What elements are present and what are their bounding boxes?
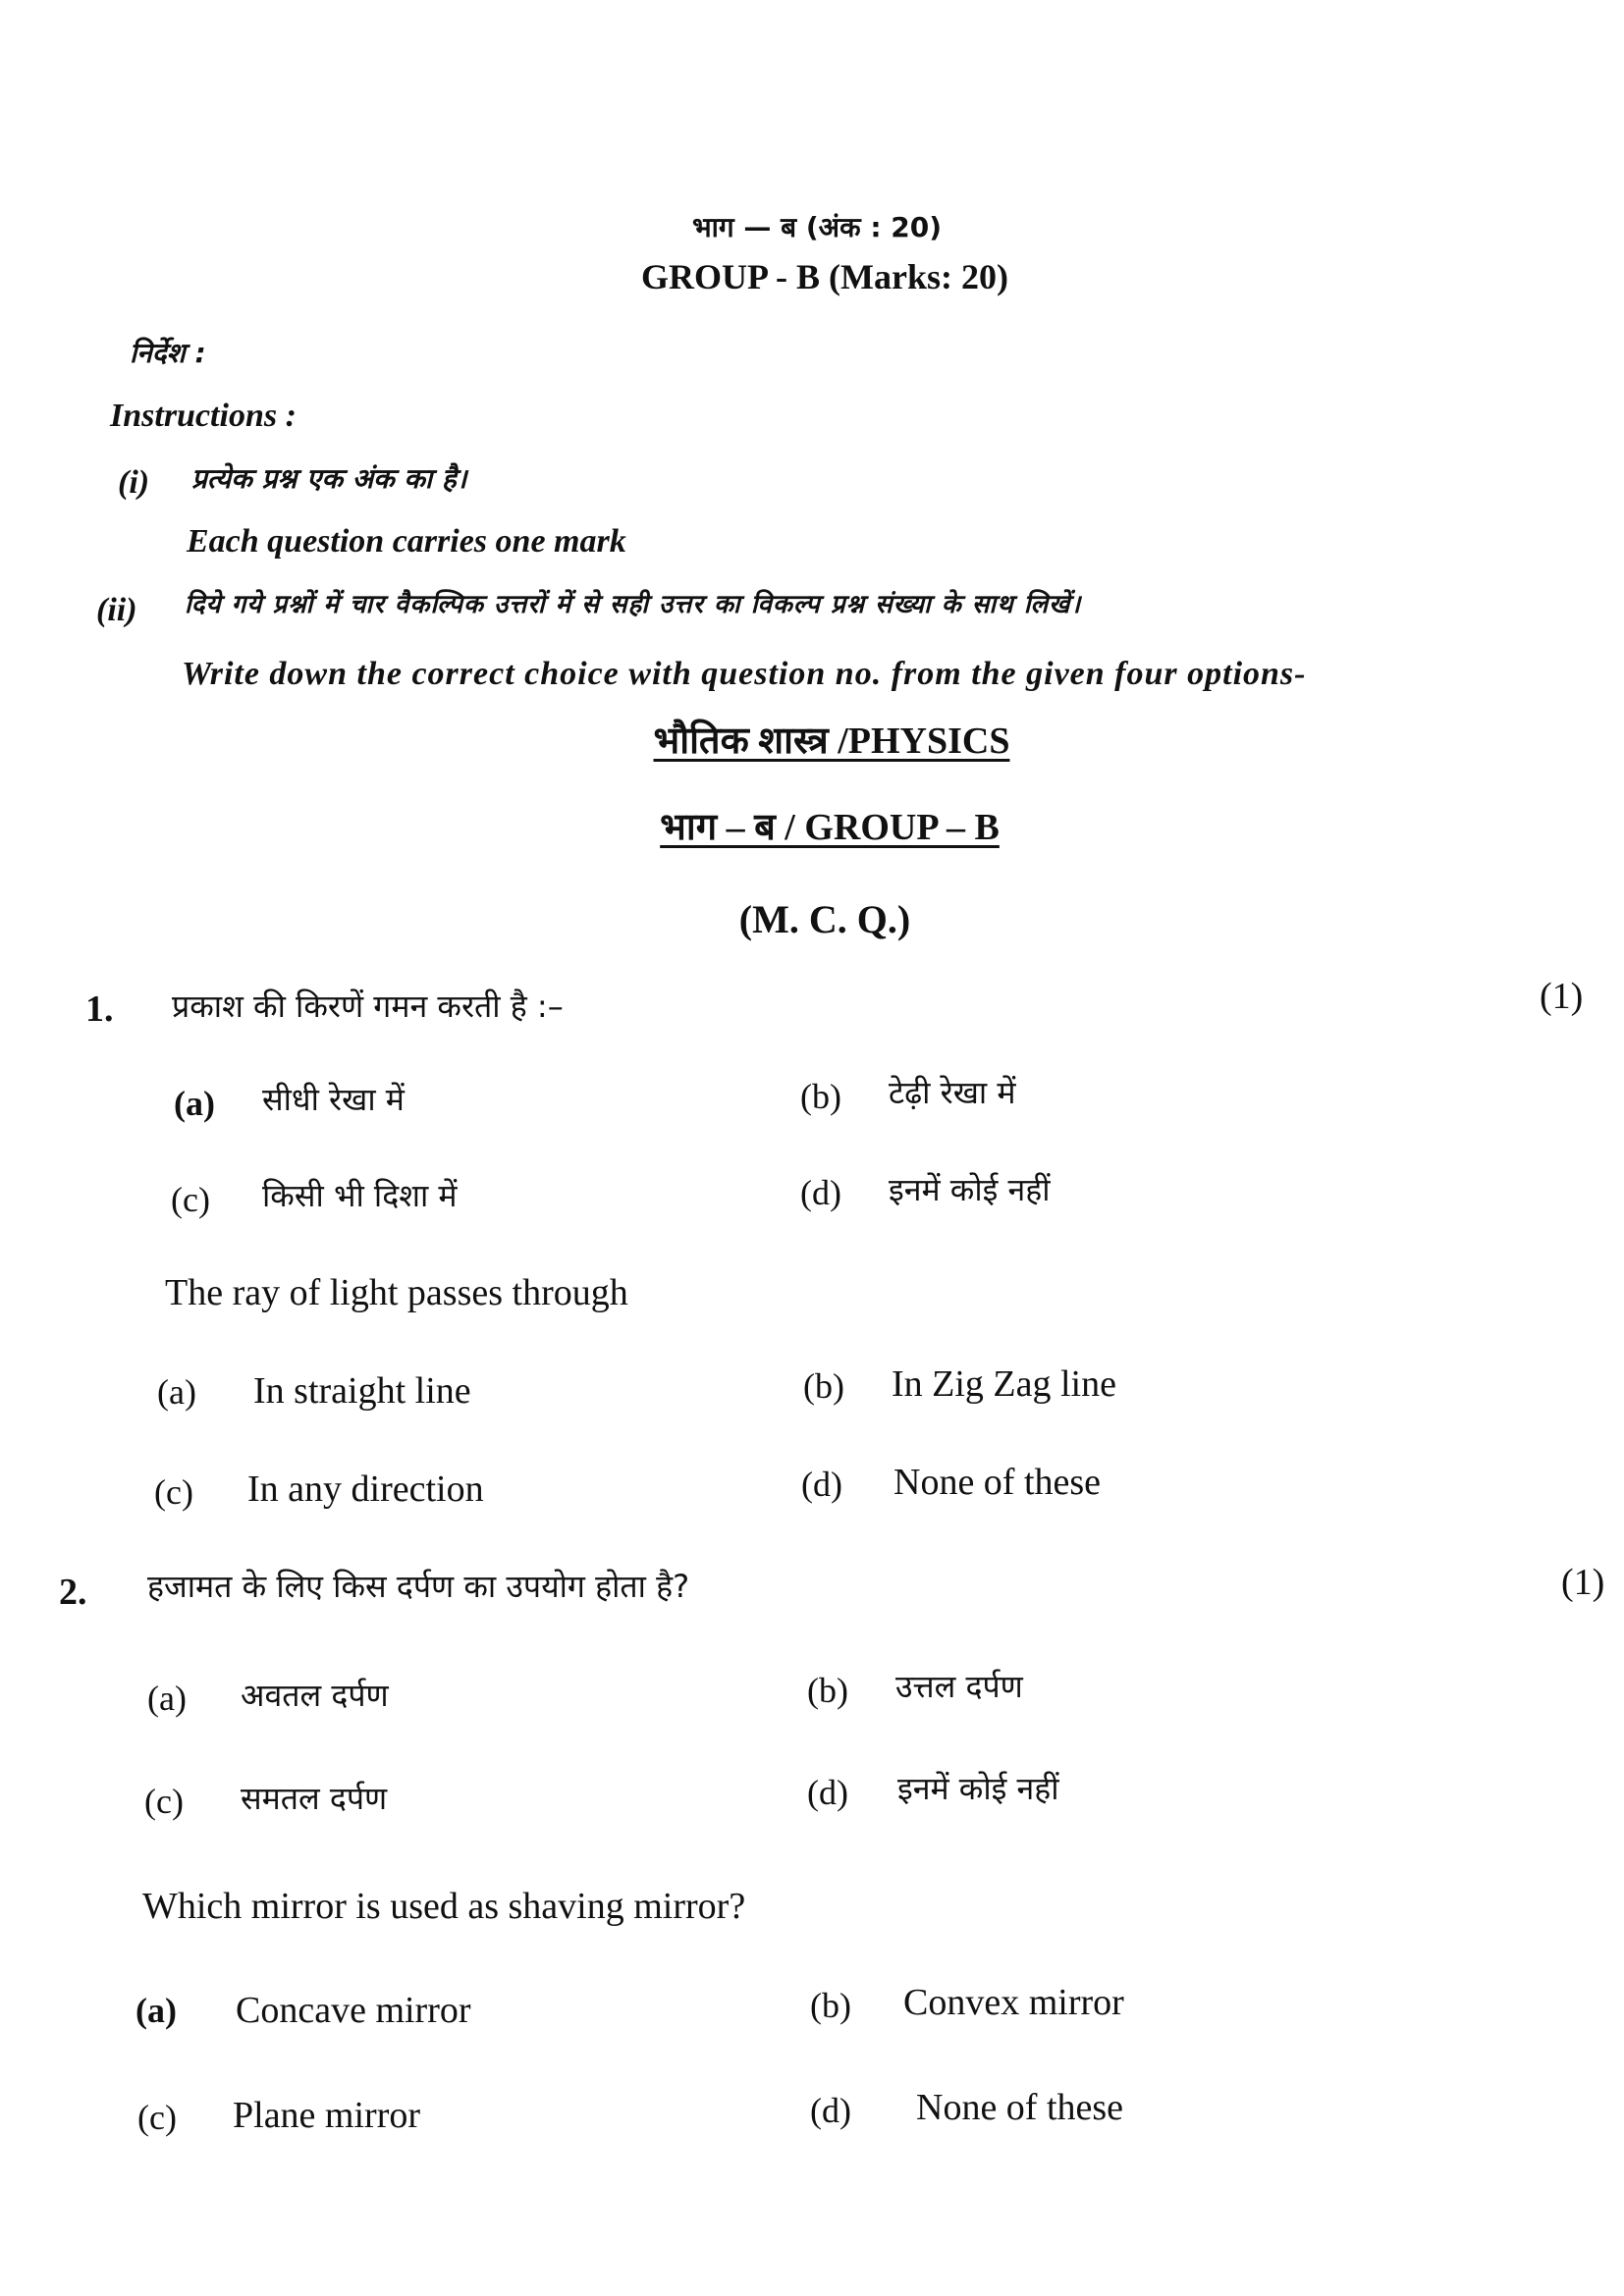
question-marks: (1) xyxy=(1540,976,1584,1017)
option-label: (d) xyxy=(810,2091,851,2130)
hindi-title: भाग — ब (अंक : 20) xyxy=(691,211,943,243)
option-text: टेढ़ी रेखा में xyxy=(889,1074,1016,1111)
question-marks: (1) xyxy=(1561,1562,1605,1603)
option-label: (b) xyxy=(807,1671,848,1710)
option-text: इनमें कोई नहीं xyxy=(889,1171,1051,1208)
instructions-hindi-heading: निर्देश : xyxy=(130,337,206,369)
subject-heading: भौतिक शास्त्र /PHYSICS xyxy=(653,721,1010,762)
option-label: (c) xyxy=(144,1782,184,1821)
option-text: Plane mirror xyxy=(233,2095,421,2136)
option-label: (b) xyxy=(810,1986,851,2025)
option-text: अवतल दर्पण xyxy=(241,1677,389,1714)
instruction-1-hindi: प्रत्येक प्रश्न एक अंक का है। xyxy=(191,462,467,495)
instruction-1-num: (i) xyxy=(118,464,150,501)
mcq-heading: (M. C. Q.) xyxy=(738,897,911,941)
question-text-english: Which mirror is used as shaving mirror? xyxy=(142,1886,746,1927)
option-label: (a) xyxy=(174,1084,215,1123)
english-title: GROUP - B (Marks: 20) xyxy=(641,257,1008,296)
option-label: (d) xyxy=(800,1173,841,1212)
option-text: In straight line xyxy=(253,1370,471,1412)
instructions-heading: Instructions : xyxy=(110,398,297,434)
option-text: समतल दर्पण xyxy=(241,1780,388,1817)
instruction-2-english: Write down the correct choice with question no. from the given four options- xyxy=(182,656,1307,692)
option-label: (b) xyxy=(803,1366,844,1406)
option-label: (a) xyxy=(157,1372,196,1412)
option-text: None of these xyxy=(916,2087,1124,2128)
instruction-2-num: (ii) xyxy=(96,592,137,628)
option-text: Concave mirror xyxy=(236,1990,471,2031)
instruction-2-hindi: दिये गये प्रश्नों में चार वैकल्पिक उत्तरों में से सही उत्तर का विकल्प प्रश्न संख्या के साथ लिखें। xyxy=(185,590,1082,619)
option-label: (d) xyxy=(807,1773,848,1812)
option-label: (c) xyxy=(137,2098,177,2137)
option-text: सीधी रेखा में xyxy=(262,1081,405,1118)
option-label: (d) xyxy=(801,1465,842,1504)
question-text-hindi: प्रकाश की किरणें गमन करती है :– xyxy=(172,988,564,1025)
option-text: उत्तल दर्पण xyxy=(895,1668,1023,1705)
option-label: (c) xyxy=(154,1472,193,1512)
option-label: (b) xyxy=(800,1077,841,1116)
option-label: (c) xyxy=(171,1180,210,1219)
option-text: In any direction xyxy=(247,1468,484,1510)
option-label: (a) xyxy=(135,1991,177,2030)
option-text: Convex mirror xyxy=(903,1982,1124,2023)
question-text-english: The ray of light passes through xyxy=(165,1272,628,1313)
option-text: किसी भी दिशा में xyxy=(262,1177,458,1214)
option-label: (a) xyxy=(147,1679,187,1718)
instruction-1-english: Each question carries one mark xyxy=(187,523,626,560)
question-number: 1. xyxy=(85,988,114,1030)
group-heading: भाग – ब / GROUP – B xyxy=(660,807,1000,848)
option-text: None of these xyxy=(893,1462,1102,1503)
option-text: In Zig Zag line xyxy=(892,1363,1116,1405)
option-text: इनमें कोई नहीं xyxy=(897,1770,1059,1807)
question-text-hindi: हजामत के लिए किस दर्पण का उपयोग होता है? xyxy=(147,1568,690,1605)
question-number: 2. xyxy=(59,1572,87,1613)
